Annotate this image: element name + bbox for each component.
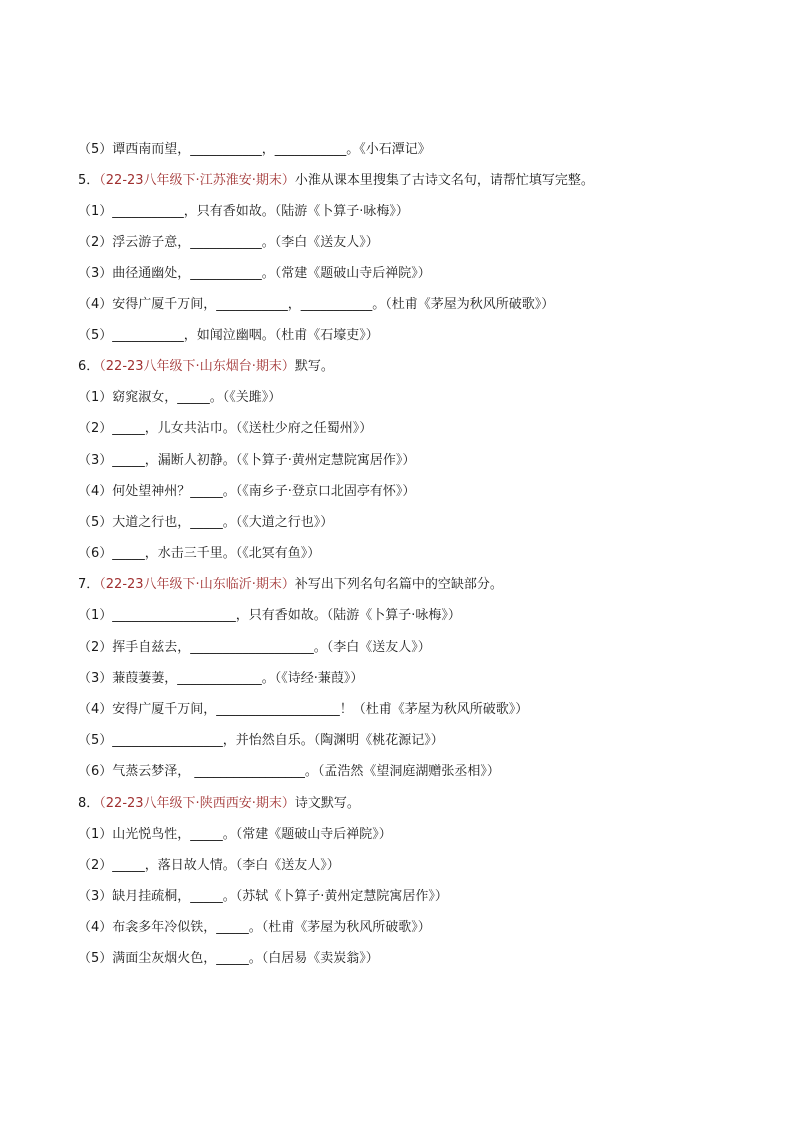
question-item: （2）_____，儿女共沾巾。（《送杜少府之任蜀州》） xyxy=(78,421,373,436)
question-item: （6）_____，水击三千里。（《北冥有鱼》） xyxy=(78,546,321,561)
question-source: （22-23八年级下·陕西西安·期末） xyxy=(99,796,295,811)
question-item: （1）___________，只有香如故。（陆游《卜算子·咏梅》） xyxy=(78,204,409,219)
question-item: （5）_________________，并怡然自乐。（陶渊明《桃花源记》） xyxy=(78,733,444,748)
question-item: （1）___________________，只有香如故。（陆游《卜算子·咏梅》） xyxy=(78,608,461,623)
question-header: 7．（22-23八年级下·山东临沂·期末）补写出下列名句名篇中的空缺部分。 xyxy=(78,577,503,592)
question-item: （2）浮云游子意，___________。（李白《送友人》） xyxy=(78,235,379,250)
question-item: （4）安得广厦千万间，___________________！（杜甫《茅屋为秋风所破歌》） xyxy=(78,702,529,717)
question-item: （5）___________，如闻泣幽咽。（杜甫《石壕吏》） xyxy=(78,328,379,343)
question-source: （22-23八年级下·山东烟台·期末） xyxy=(99,359,295,374)
question-item: （4）安得广厦千万间，___________，___________。（杜甫《茅屋为秋风所破歌》） xyxy=(78,297,555,312)
question-item: （3）曲径通幽处，___________。（常建《题破山寺后禅院》） xyxy=(78,266,431,281)
question-item: （1）窈窕淑女，_____。（《关雎》） xyxy=(78,390,282,405)
question-source: （22-23八年级下·江苏淮安·期末） xyxy=(99,173,295,188)
question-item: （3）缺月挂疏桐，_____。（苏轼《卜算子·黄州定慧院寓居作》） xyxy=(78,889,448,904)
question-item: （1）山光悦鸟性，_____。（常建《题破山寺后禅院》） xyxy=(78,827,392,842)
question-item: （3）_____，漏断人初静。（《卜算子·黄州定慧院寓居作》） xyxy=(78,453,416,468)
question-item: （3）蒹葭萋萋，_____________。（《诗经·蒹葭》） xyxy=(78,671,364,686)
question-source: （22-23八年级下·山东临沂·期末） xyxy=(99,577,295,592)
question-header: 6．（22-23八年级下·山东烟台·期末）默写。 xyxy=(78,359,334,374)
question-item: （4）布衾多年冷似铁，_____。（杜甫《茅屋为秋风所破歌》） xyxy=(78,920,431,935)
question-header: 8．（22-23八年级下·陕西西安·期末）诗文默写。 xyxy=(78,796,360,811)
question-item: （6）气蒸云梦泽， _________________。（孟浩然《望洞庭湖赠张丞相》） xyxy=(78,764,500,779)
question-item: （2）挥手自兹去，___________________。（李白《送友人》） xyxy=(78,640,431,655)
question-item: （4）何处望神州？_____。（《南乡子·登京口北固亭有怀》） xyxy=(78,484,416,499)
question-item: （5）大道之行也，_____。（《大道之行也》） xyxy=(78,515,334,530)
question-item: （2）_____，落日故人情。（李白《送友人》） xyxy=(78,858,340,873)
question-item: （5）谭西南而望，___________，___________。《小石潭记》 xyxy=(78,142,431,157)
question-header: 5．（22-23八年级下·江苏淮安·期末）小淮从课本里搜集了古诗文名句，请帮忙填写完整。 xyxy=(78,173,594,188)
question-item: （5）满面尘灰烟火色，_____。（白居易《卖炭翁》） xyxy=(78,951,379,966)
